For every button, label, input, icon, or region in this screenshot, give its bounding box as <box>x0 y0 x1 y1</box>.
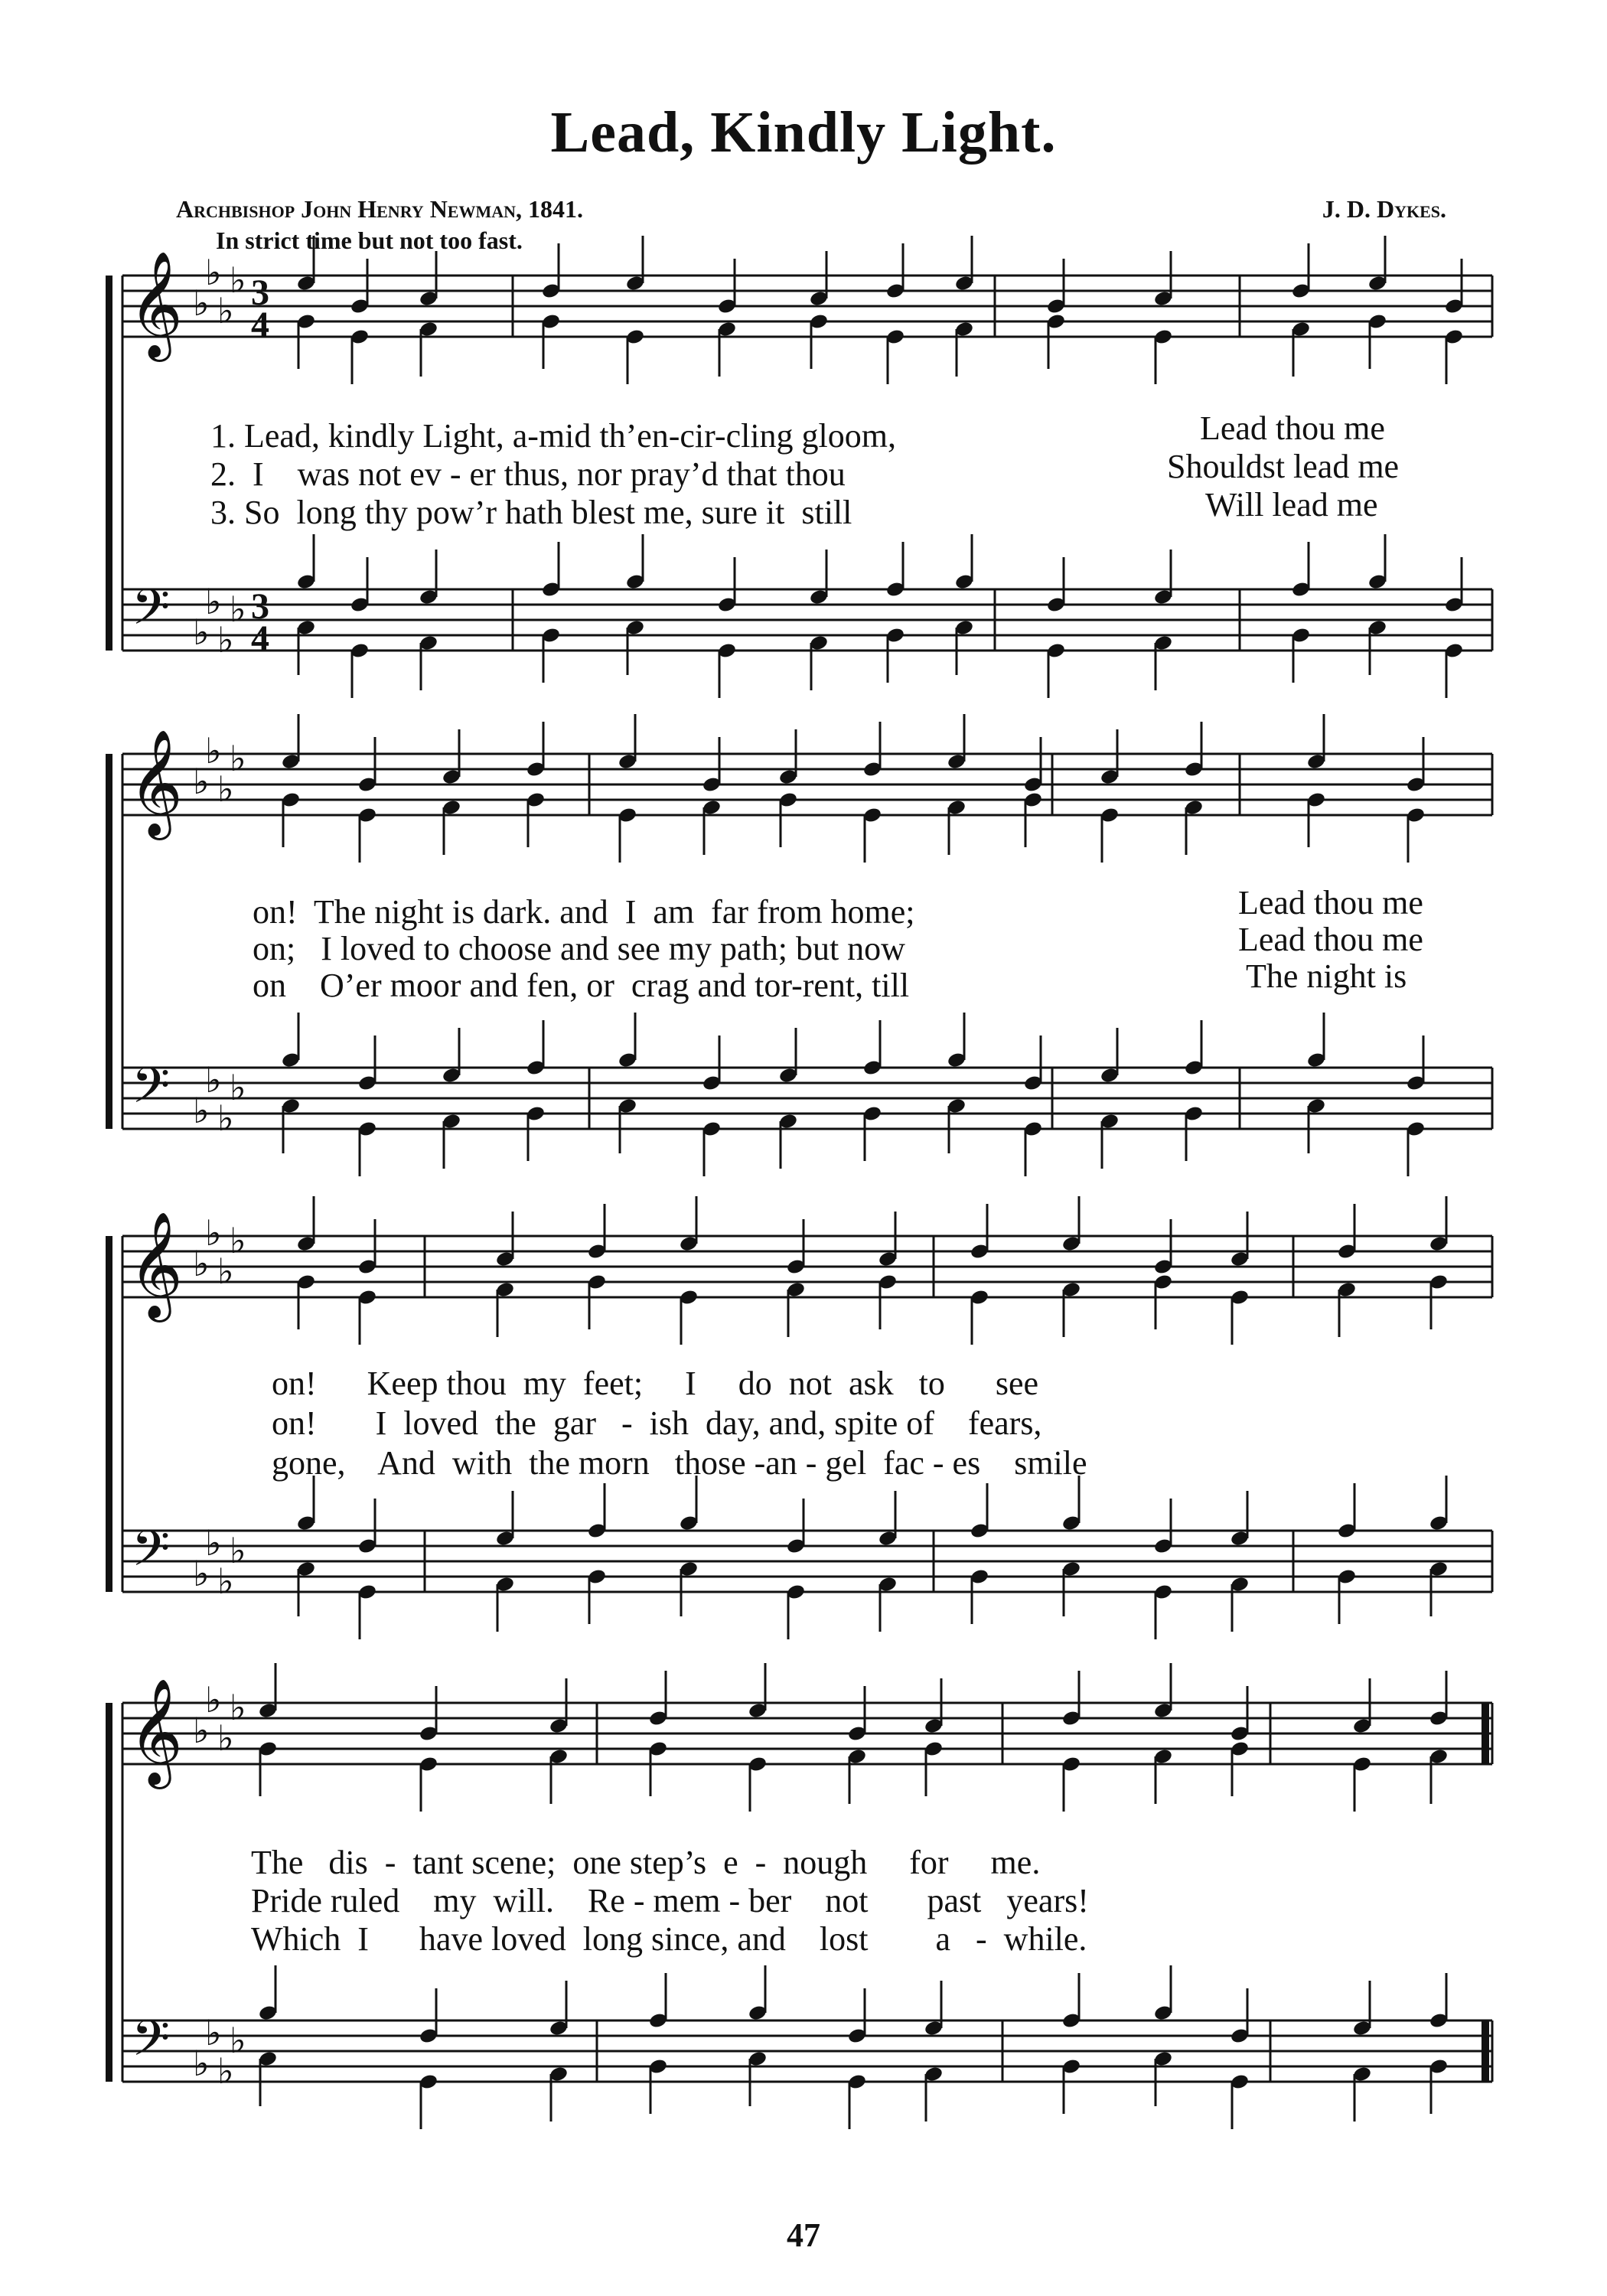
system-bracket <box>106 754 112 1129</box>
page-number: 47 <box>787 2216 820 2254</box>
lyric-line: on; I loved to choose and see my path; but now <box>253 930 905 967</box>
treble-clef: 𝄞 <box>129 1678 183 1785</box>
system-bracket <box>106 276 112 651</box>
flat-sign: ♭ <box>217 1097 234 1139</box>
flat-sign: ♭ <box>217 290 234 331</box>
flat-sign: ♭ <box>230 2020 246 2061</box>
flat-sign: ♭ <box>205 252 222 293</box>
bass-clef: 𝄢 <box>132 2011 171 2079</box>
flat-sign: ♭ <box>230 738 246 779</box>
time-signature-top: 3 <box>251 586 269 627</box>
flat-sign: ♭ <box>205 1212 222 1254</box>
flat-sign: ♭ <box>193 761 210 802</box>
bass-clef: 𝄢 <box>132 579 171 648</box>
flat-sign: ♭ <box>217 1561 234 1602</box>
flat-sign: ♭ <box>205 1522 222 1564</box>
flat-sign: ♭ <box>205 1679 222 1720</box>
time-signature-bottom: 4 <box>251 618 269 659</box>
flat-sign: ♭ <box>193 612 210 653</box>
flat-sign: ♭ <box>205 2012 222 2053</box>
final-barline <box>1482 1703 1489 1764</box>
flat-sign: ♭ <box>217 619 234 660</box>
time-signature-bottom: 4 <box>251 305 269 345</box>
flat-sign: ♭ <box>217 768 234 810</box>
lyric-line: Lead thou me <box>1200 409 1385 447</box>
flat-sign: ♭ <box>230 1067 246 1108</box>
time-signature-top: 3 <box>251 272 269 313</box>
flat-sign: ♭ <box>217 1717 234 1759</box>
lyric-line: Shouldst lead me <box>1167 448 1400 485</box>
system-bracket <box>106 1236 112 1592</box>
flat-sign: ♭ <box>230 589 246 630</box>
tempo-marking: In strict time but not too fast. <box>216 227 523 254</box>
lyric-line: on! The night is dark. and I am far from home; <box>253 893 915 931</box>
flat-sign: ♭ <box>230 1530 246 1571</box>
lyric-line: on! I loved the gar - ish day, and, spite of fears, <box>272 1404 1042 1442</box>
lyric-line: Lead thou me <box>1238 884 1423 921</box>
flat-sign: ♭ <box>193 1243 210 1284</box>
treble-clef: 𝄞 <box>129 1212 183 1318</box>
flat-sign: ♭ <box>193 1710 210 1751</box>
lyric-line: on O’er moor and fen, or crag and tor-rent, till <box>253 967 910 1004</box>
hymn-title: Lead, Kindly Light. <box>550 100 1057 165</box>
flat-sign: ♭ <box>217 2050 234 2092</box>
flat-sign: ♭ <box>205 581 222 622</box>
lyric-line: 3. So long thy pow’r hath blest me, sure it still <box>210 494 852 531</box>
lyric-line: gone, And with the morn those -an - gel fac - es smile <box>272 1444 1087 1482</box>
flat-sign: ♭ <box>193 2043 210 2084</box>
author-credit: Archbishop John Henry Newman, 1841. <box>176 195 584 223</box>
flat-sign: ♭ <box>217 1251 234 1292</box>
lyric-line: Will lead me <box>1205 486 1378 523</box>
composer-credit: J. D. Dykes. <box>1322 195 1446 223</box>
lyric-line: 2. I was not ev - er thus, nor pray’d that thou <box>210 455 846 493</box>
flat-sign: ♭ <box>230 1687 246 1728</box>
bass-clef: 𝄢 <box>132 1521 171 1590</box>
lyric-line: 1. Lead, kindly Light, a-mid th’en-cir-cling gloom, <box>210 417 897 455</box>
lyric-line: The dis - tant scene; one step’s e - nough for me. <box>251 1844 1041 1881</box>
treble-clef: 𝄞 <box>129 251 183 357</box>
lyric-line: Which I have loved long since, and lost a - while. <box>251 1920 1087 1958</box>
flat-sign: ♭ <box>205 730 222 771</box>
flat-sign: ♭ <box>205 1059 222 1101</box>
flat-sign: ♭ <box>193 282 210 324</box>
final-barline <box>1482 2020 1489 2082</box>
flat-sign: ♭ <box>230 259 246 301</box>
flat-sign: ♭ <box>193 1553 210 1594</box>
lyric-line: Pride ruled my will. Re - mem - ber not past years! <box>251 1882 1089 1919</box>
bass-clef: 𝄢 <box>132 1058 171 1127</box>
lyric-line: The night is <box>1246 957 1407 995</box>
system-bracket <box>106 1703 112 2082</box>
flat-sign: ♭ <box>230 1220 246 1261</box>
lyric-line: Lead thou me <box>1238 921 1423 958</box>
lyric-line: on! Keep thou my feet; I do not ask to see <box>272 1365 1039 1402</box>
treble-clef: 𝄞 <box>129 729 183 836</box>
flat-sign: ♭ <box>193 1090 210 1131</box>
